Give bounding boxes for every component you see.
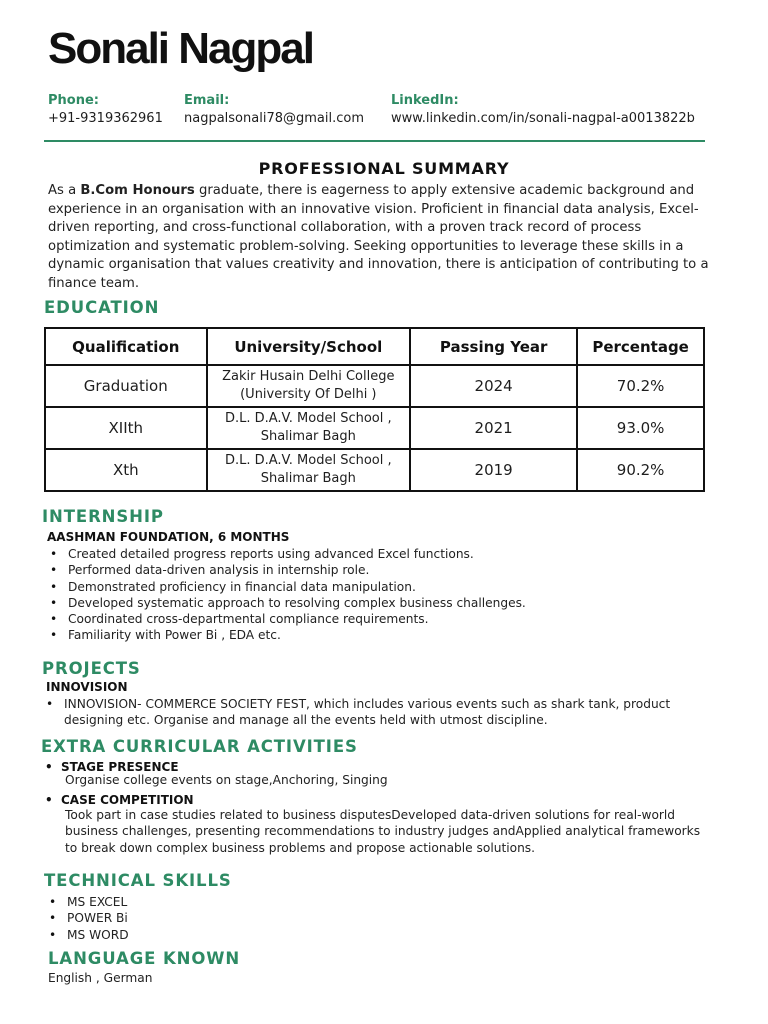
percentage-cell: 70.2% xyxy=(577,365,704,407)
projects-title: PROJECTS xyxy=(42,659,141,678)
list-item: • MS EXCEL xyxy=(45,894,345,910)
extracurricular-title: EXTRA CURRICULAR ACTIVITIES xyxy=(41,737,358,756)
school-cell: D.L. D.A.V. Model School , Shalimar Bagh xyxy=(207,449,411,491)
projects-list xyxy=(42,696,682,729)
year-cell: 2021 xyxy=(410,407,577,449)
skills-title: TECHNICAL SKILLS xyxy=(44,871,232,890)
list-item: • MS WORD xyxy=(45,927,345,943)
school-cell: Zakir Husain Delhi College (University Of Delhi ) xyxy=(207,365,411,407)
table-header: Qualification xyxy=(45,328,207,365)
list-item: • INNOVISION- COMMERCE SOCIETY FEST, which includes various events such as shark tank, product designing etc. Organise and manage all the events held with utmost discipline. xyxy=(42,696,682,729)
phone-label: Phone: xyxy=(48,93,99,108)
list-item: • Developed systematic approach to resolving complex business challenges. xyxy=(46,595,706,611)
table-row xyxy=(45,407,704,449)
languages-title: LANGUAGE KNOWN xyxy=(48,949,241,968)
activity-text: Organise college events on stage,Anchoring, Singing xyxy=(65,773,388,787)
languages-text: English , German xyxy=(48,971,153,985)
project-name: INNOVISION xyxy=(46,680,128,694)
activity-heading: • CASE COMPETITION xyxy=(45,793,194,807)
skills-list xyxy=(45,894,345,943)
phone-value: +91-9319362961 xyxy=(48,111,163,126)
table-header: Passing Year xyxy=(410,328,577,365)
list-item: • POWER Bi xyxy=(45,910,345,926)
list-item: • Performed data-driven analysis in internship role. xyxy=(46,562,706,578)
year-cell: 2019 xyxy=(410,449,577,491)
linkedin-label: LinkedIn: xyxy=(391,93,459,108)
list-item: • Coordinated cross-departmental compliance requirements. xyxy=(46,611,706,627)
percentage-cell: 93.0% xyxy=(577,407,704,449)
qualification-cell: Xth xyxy=(45,449,207,491)
internship-list xyxy=(46,546,706,644)
school-cell: D.L. D.A.V. Model School , Shalimar Bagh xyxy=(207,407,411,449)
table-header: Percentage xyxy=(577,328,704,365)
table-row xyxy=(45,449,704,491)
linkedin-value[interactable]: www.linkedin.com/in/sonali-nagpal-a0013822b xyxy=(391,111,695,126)
list-item: • Demonstrated proficiency in financial data manipulation. xyxy=(46,579,706,595)
education-table xyxy=(44,327,705,492)
contact-linkedin xyxy=(391,92,695,128)
year-cell: 2024 xyxy=(410,365,577,407)
candidate-name: Sonali Nagpal xyxy=(48,24,313,73)
internship-company: AASHMAN FOUNDATION, 6 MONTHS xyxy=(47,530,290,544)
activity-heading: • STAGE PRESENCE xyxy=(45,760,179,774)
summary-degree: B.Com Honours xyxy=(80,183,195,198)
qualification-cell: Graduation xyxy=(45,365,207,407)
contact-email xyxy=(184,92,364,128)
header-divider xyxy=(44,140,705,142)
contact-phone xyxy=(48,92,163,128)
list-item: • Created detailed progress reports using advanced Excel functions. xyxy=(46,546,706,562)
table-header: University/School xyxy=(207,328,411,365)
percentage-cell: 90.2% xyxy=(577,449,704,491)
qualification-cell: XIIth xyxy=(45,407,207,449)
table-row xyxy=(45,365,704,407)
internship-title: INTERNSHIP xyxy=(42,507,164,526)
table-header-row xyxy=(45,328,704,365)
email-label: Email: xyxy=(184,93,230,108)
list-item: • Familiarity with Power Bi , EDA etc. xyxy=(46,627,706,643)
education-title: EDUCATION xyxy=(44,298,160,317)
summary-title: PROFESSIONAL SUMMARY xyxy=(258,159,510,178)
activity-text: Took part in case studies related to business disputesDeveloped data-driven solutions for real-world business challenges, presenting recommendations to industry judges andApplied analytical frameworks to break down complex business problems and propose actionable solutions. xyxy=(65,808,701,855)
summary-text: As a B.Com Honours graduate, there is eagerness to apply extensive academic background and experience in an organisation with an innovative vision. Proficient in financial data analysis, Excel-driven reporting, and cross-functional collaboration, with a proven track record of process optimization and systematic problem-solving. Seeking opportunities to leverage these skills in a dynamic organisation that values creativity and innovation, there is anticipation of contributing to a finance team. xyxy=(48,183,709,291)
email-value[interactable]: nagpalsonali78@gmail.com xyxy=(184,111,364,126)
